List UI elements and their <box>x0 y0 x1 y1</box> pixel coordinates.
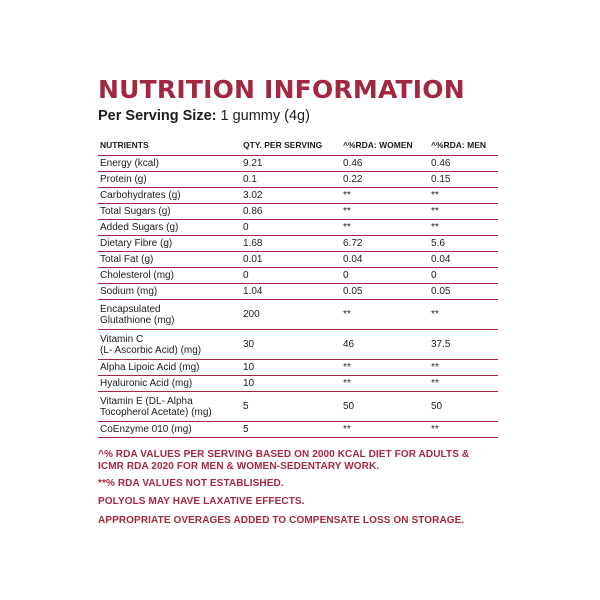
rda-men-cell: ** <box>429 204 498 220</box>
rda-men-cell: 50 <box>429 392 498 422</box>
nutrient-cell: Alpha Lipoic Acid (mg) <box>98 360 241 376</box>
footnote-overages: APPROPRIATE OVERAGES ADDED TO COMPENSATE LOSS ON STORAGE. <box>98 515 465 526</box>
qty-cell: 0.01 <box>241 252 341 268</box>
rda-women-cell: ** <box>341 188 429 204</box>
serving-size <box>98 106 498 126</box>
column-header-rda-men: ^%RDA: MEN <box>429 134 498 156</box>
rda-men-cell: 0.46 <box>429 156 498 172</box>
table-row <box>98 188 498 204</box>
table-row <box>98 220 498 236</box>
nutrient-cell: Energy (kcal) <box>98 156 241 172</box>
rda-men-cell: 37.5 <box>429 330 498 360</box>
nutrient-cell: CoEnzyme 010 (mg) <box>98 422 241 438</box>
table-row <box>98 268 498 284</box>
page-title: NUTRITION INFORMATION <box>98 75 465 104</box>
qty-cell: 10 <box>241 376 341 392</box>
rda-men-cell: ** <box>429 300 498 330</box>
rda-men-cell: 5.6 <box>429 236 498 252</box>
nutrition-table <box>98 134 498 438</box>
footnote-rda-not-established: **% RDA VALUES NOT ESTABLISHED. <box>98 478 284 489</box>
rda-women-cell: ** <box>341 360 429 376</box>
rda-women-cell: ** <box>341 422 429 438</box>
qty-cell: 5 <box>241 392 341 422</box>
nutrient-cell: Vitamin E (DL- Alpha Tocopherol Acetate) (mg) <box>98 392 241 422</box>
qty-cell: 0.1 <box>241 172 341 188</box>
rda-men-cell: ** <box>429 360 498 376</box>
serving-size-value: 1 gummy (4g) <box>220 108 310 124</box>
footnotes <box>98 449 498 527</box>
qty-cell: 30 <box>241 330 341 360</box>
rda-men-cell: ** <box>429 422 498 438</box>
qty-cell: 1.04 <box>241 284 341 300</box>
rda-men-cell: 0.04 <box>429 252 498 268</box>
footnote-rda-basis: ^% RDA VALUES PER SERVING BASED ON 2000 KCAL DIET FOR ADULTS & ICMR RDA 2020 FOR MEN & WOMEN-SEDENTARY WORK. <box>98 449 470 472</box>
rda-women-cell: 50 <box>341 392 429 422</box>
footnote-polyols: POLYOLS MAY HAVE LAXATIVE EFFECTS. <box>98 495 305 507</box>
table-row <box>98 172 498 188</box>
rda-men-cell: 0 <box>429 268 498 284</box>
table-row <box>98 422 498 438</box>
table-row <box>98 284 498 300</box>
table-row <box>98 392 498 422</box>
nutrition-panel <box>98 76 498 535</box>
rda-men-cell: ** <box>429 220 498 236</box>
rda-men-cell: ** <box>429 376 498 392</box>
qty-cell: 0 <box>241 268 341 284</box>
nutrient-cell: Added Sugars (g) <box>98 220 241 236</box>
rda-women-cell: ** <box>341 220 429 236</box>
column-header-qty: QTY. PER SERVING <box>241 134 341 156</box>
table-row <box>98 236 498 252</box>
nutrient-cell: Carbohydrates (g) <box>98 188 241 204</box>
table-row <box>98 376 498 392</box>
table-row <box>98 360 498 376</box>
rda-women-cell: ** <box>341 204 429 220</box>
rda-women-cell: 0.04 <box>341 252 429 268</box>
nutrient-cell: Total Sugars (g) <box>98 204 241 220</box>
rda-women-cell: ** <box>341 300 429 330</box>
column-header-nutrients: NUTRIENTS <box>98 134 241 156</box>
table-row <box>98 252 498 268</box>
table-row <box>98 204 498 220</box>
rda-men-cell: ** <box>429 188 498 204</box>
qty-cell: 10 <box>241 360 341 376</box>
table-header-row <box>98 134 498 156</box>
qty-cell: 1.68 <box>241 236 341 252</box>
table-row <box>98 330 498 360</box>
qty-cell: 0.86 <box>241 204 341 220</box>
nutrient-cell: Vitamin C (L- Ascorbic Acid) (mg) <box>98 330 241 360</box>
rda-women-cell: ** <box>341 376 429 392</box>
nutrient-cell: Total Fat (g) <box>98 252 241 268</box>
qty-cell: 5 <box>241 422 341 438</box>
qty-cell: 200 <box>241 300 341 330</box>
nutrient-cell: Protein (g) <box>98 172 241 188</box>
qty-cell: 3.02 <box>241 188 341 204</box>
nutrient-cell: Hyaluronic Acid (mg) <box>98 376 241 392</box>
rda-women-cell: 0.05 <box>341 284 429 300</box>
rda-men-cell: 0.15 <box>429 172 498 188</box>
table-row <box>98 300 498 330</box>
qty-cell: 9.21 <box>241 156 341 172</box>
rda-men-cell: 0.05 <box>429 284 498 300</box>
rda-women-cell: 6.72 <box>341 236 429 252</box>
rda-women-cell: 0.22 <box>341 172 429 188</box>
qty-cell: 0 <box>241 220 341 236</box>
serving-size-label: Per Serving Size: <box>98 108 217 124</box>
nutrient-cell: Cholesterol (mg) <box>98 268 241 284</box>
rda-women-cell: 46 <box>341 330 429 360</box>
nutrient-cell: Sodium (mg) <box>98 284 241 300</box>
table-row <box>98 156 498 172</box>
nutrient-cell: Encapsulated Glutathione (mg) <box>98 300 241 330</box>
nutrient-cell: Dietary Fibre (g) <box>98 236 241 252</box>
rda-women-cell: 0 <box>341 268 429 284</box>
rda-women-cell: 0.46 <box>341 156 429 172</box>
column-header-rda-women: ^%RDA: WOMEN <box>341 134 429 156</box>
